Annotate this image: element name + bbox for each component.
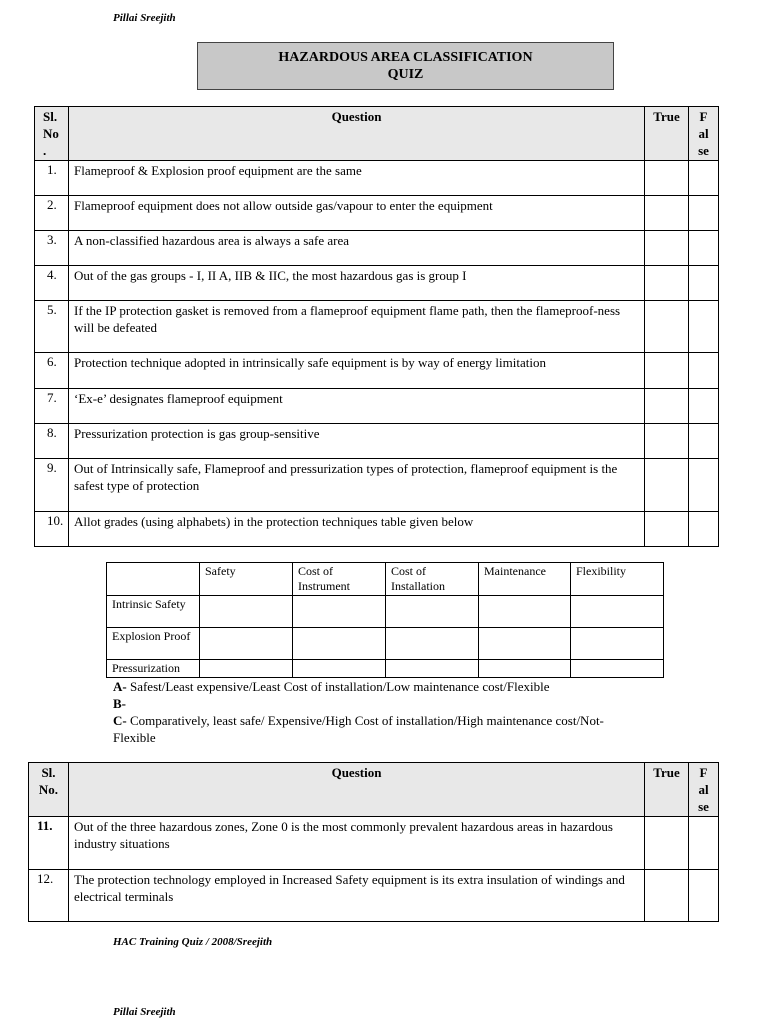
true-cell[interactable]	[645, 870, 689, 922]
table-row	[35, 161, 719, 196]
table-row	[29, 870, 719, 922]
table-row	[35, 424, 719, 459]
table-row	[35, 459, 719, 512]
grade-cell[interactable]	[386, 628, 479, 660]
legend-c-label: C-	[113, 713, 127, 728]
grade-legend	[113, 678, 633, 746]
true-cell[interactable]	[645, 301, 689, 353]
col-header-sl	[35, 107, 69, 161]
quiz-title	[197, 42, 614, 90]
grade-cell[interactable]	[293, 628, 386, 660]
true-cell[interactable]	[645, 459, 689, 512]
row-number: 6.	[35, 353, 69, 389]
false-cell[interactable]	[689, 870, 719, 922]
grades-col-header: Safety	[200, 563, 293, 596]
col-header-true: True	[645, 107, 689, 161]
sl-line: Sl.	[41, 765, 56, 780]
title-line-2: QUIZ	[387, 67, 424, 82]
row-number: 1.	[35, 161, 69, 196]
col-header-true: True	[645, 763, 689, 817]
grade-cell[interactable]	[200, 628, 293, 660]
title-line-1: HAZARDOUS AREA CLASSIFICATION	[278, 50, 533, 65]
true-cell[interactable]	[645, 817, 689, 870]
grade-cell[interactable]	[479, 628, 571, 660]
question-text: Flameproof & Explosion proof equipment are the same	[69, 161, 645, 196]
row-number: 4.	[35, 266, 69, 301]
grade-cell[interactable]	[200, 660, 293, 678]
grade-cell[interactable]	[386, 596, 479, 628]
true-cell[interactable]	[645, 266, 689, 301]
table-row	[35, 353, 719, 389]
false-cell[interactable]	[689, 231, 719, 266]
false-line: al	[698, 782, 709, 797]
question-text: Pressurization protection is gas group-sensitive	[69, 424, 645, 459]
footer-author: Pillai Sreejith	[113, 1006, 176, 1018]
quiz-table-2	[28, 762, 719, 922]
question-text: If the IP protection gasket is removed from a flameproof equipment flame path, then the flameproof-ness will be defeated	[69, 301, 645, 353]
true-cell[interactable]	[645, 353, 689, 389]
legend-c	[113, 712, 633, 746]
grades-row-header: Intrinsic Safety	[107, 596, 200, 628]
legend-b	[113, 695, 633, 712]
table-row	[35, 196, 719, 231]
table-row	[35, 389, 719, 424]
table-row	[35, 266, 719, 301]
grade-cell[interactable]	[571, 628, 664, 660]
false-cell[interactable]	[689, 353, 719, 389]
false-cell[interactable]	[689, 424, 719, 459]
question-text: Protection technique adopted in intrinsically safe equipment is by way of energy limitation	[69, 353, 645, 389]
false-cell[interactable]	[689, 459, 719, 512]
false-cell[interactable]	[689, 161, 719, 196]
header-author: Pillai Sreejith	[113, 12, 176, 24]
false-cell[interactable]	[689, 196, 719, 231]
row-number: 9.	[35, 459, 69, 512]
false-line: se	[698, 799, 709, 814]
question-text: Out of the three hazardous zones, Zone 0 is the most commonly prevalent hazardous areas in hazardous industry situations	[69, 817, 645, 870]
grades-col-header: Flexibility	[571, 563, 664, 596]
grades-col-header: Cost of Instrument	[293, 563, 386, 596]
grades-row-header: Explosion Proof	[107, 628, 200, 660]
footer-text: HAC Training Quiz / 2008/Sreejith	[113, 936, 273, 948]
sl-line: Sl.	[43, 109, 58, 124]
true-cell[interactable]	[645, 424, 689, 459]
question-text: A non-classified hazardous area is always a safe area	[69, 231, 645, 266]
question-text: ‘Ex-e’ designates flameproof equipment	[69, 389, 645, 424]
sl-line: No.	[38, 782, 59, 797]
legend-b-label: B-	[113, 696, 126, 711]
grades-row-header: Pressurization	[107, 660, 200, 678]
row-number: 10.	[35, 512, 69, 547]
grades-table	[106, 562, 664, 678]
col-header-question: Question	[69, 107, 645, 161]
grade-cell[interactable]	[571, 596, 664, 628]
quiz-table-1	[34, 106, 719, 547]
legend-a	[113, 678, 633, 695]
question-text: Out of the gas groups - I, II A, IIB & IIC, the most hazardous gas is group I	[69, 266, 645, 301]
row-number: 8.	[35, 424, 69, 459]
table-row	[35, 231, 719, 266]
col-header-question: Question	[69, 763, 645, 817]
table-row	[35, 301, 719, 353]
false-cell[interactable]	[689, 389, 719, 424]
grade-cell[interactable]	[479, 660, 571, 678]
row-number: 3.	[35, 231, 69, 266]
sl-line: .	[43, 143, 47, 158]
row-number: 2.	[35, 196, 69, 231]
grade-cell[interactable]	[293, 660, 386, 678]
legend-a-label: A-	[113, 679, 127, 694]
row-number: 5.	[35, 301, 69, 353]
table-row	[29, 817, 719, 870]
grade-cell[interactable]	[479, 596, 571, 628]
true-cell[interactable]	[645, 196, 689, 231]
false-line: F	[699, 765, 708, 780]
legend-c-text: Comparatively, least safe/ Expensive/High Cost of installation/High maintenance cost/Not-Flexible	[113, 713, 604, 745]
grades-col-header: Cost of Installation	[386, 563, 479, 596]
sl-line: No	[43, 126, 59, 141]
col-header-false	[689, 763, 719, 817]
true-cell[interactable]	[645, 512, 689, 547]
col-header-false	[689, 107, 719, 161]
question-text: Flameproof equipment does not allow outside gas/vapour to enter the equipment	[69, 196, 645, 231]
false-line: al	[698, 126, 709, 141]
legend-a-text: Safest/Least expensive/Least Cost of installation/Low maintenance cost/Flexible	[126, 679, 550, 694]
false-cell[interactable]	[689, 512, 719, 547]
grade-cell[interactable]	[200, 596, 293, 628]
true-cell[interactable]	[645, 161, 689, 196]
row-number: 11.	[29, 817, 69, 870]
question-text: Out of Intrinsically safe, Flameproof and pressurization types of protection, flameproof equipment is the safest type of protection	[69, 459, 645, 512]
false-cell[interactable]	[689, 817, 719, 870]
row-number: 7.	[35, 389, 69, 424]
col-header-sl	[29, 763, 69, 817]
false-line: se	[698, 143, 709, 158]
grade-cell[interactable]	[571, 660, 664, 678]
true-cell[interactable]	[645, 389, 689, 424]
false-cell[interactable]	[689, 301, 719, 353]
grades-corner	[107, 563, 200, 596]
question-text: The protection technology employed in Increased Safety equipment is its extra insulation of windings and electrical terminals	[69, 870, 645, 922]
false-cell[interactable]	[689, 266, 719, 301]
true-cell[interactable]	[645, 231, 689, 266]
grades-col-header: Maintenance	[479, 563, 571, 596]
false-line: F	[699, 109, 708, 124]
question-text: Allot grades (using alphabets) in the protection techniques table given below	[69, 512, 645, 547]
table-row	[35, 512, 719, 547]
row-number: 12.	[29, 870, 69, 922]
grade-cell[interactable]	[293, 596, 386, 628]
grade-cell[interactable]	[386, 660, 479, 678]
